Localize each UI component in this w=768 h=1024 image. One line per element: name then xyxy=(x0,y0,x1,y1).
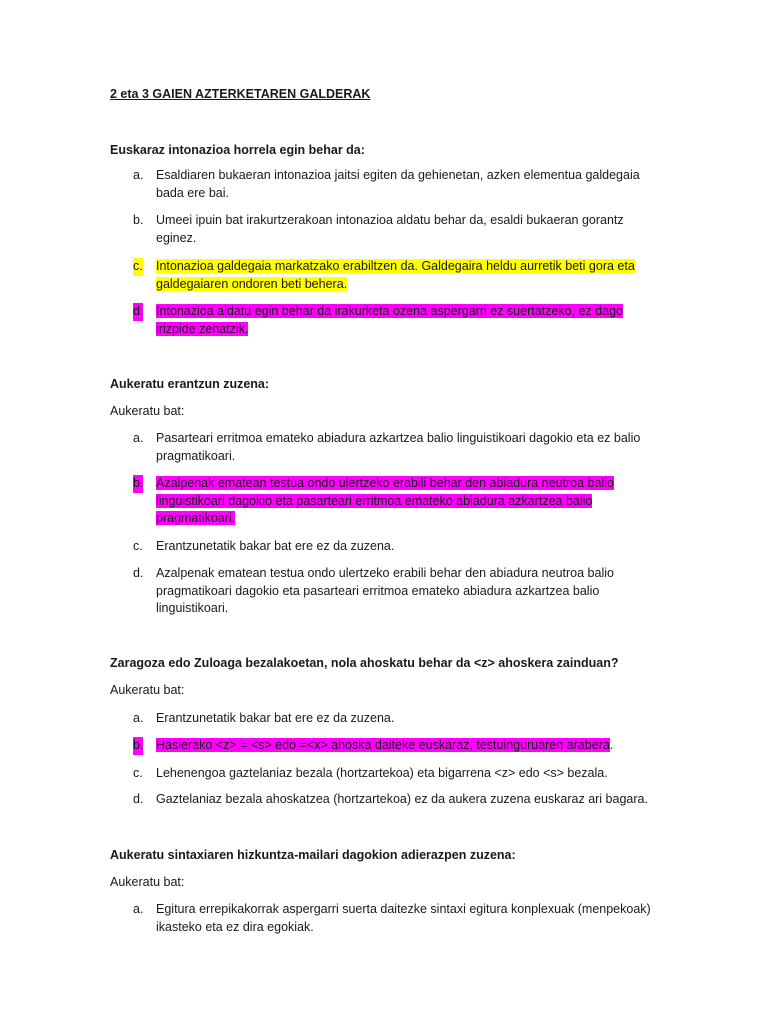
question-prompt: Aukeratu sintaxiaren hizkuntza-mailari dagokion adierazpen zuzena: xyxy=(110,848,516,862)
option-a xyxy=(133,901,658,936)
option-a xyxy=(133,430,658,465)
option-d xyxy=(133,303,658,338)
question-4 xyxy=(110,847,670,891)
option-a xyxy=(133,167,658,202)
option-letter: d. xyxy=(133,792,144,806)
option-d xyxy=(133,565,658,618)
option-text: Gaztelaniaz bezala ahoskatzea (hortzartekoa) ez da aukera zuzena euskaraz ari bagara. xyxy=(156,792,648,806)
question-instruction: Aukeratu bat: xyxy=(110,404,185,418)
option-b xyxy=(133,212,658,247)
option-text: Azalpenak ematean testua ondo ulertzeko erabili behar den abiadura neutroa balio linguistikoari dagokio eta pasarteari erritmoa emateko abiadura azkartzea balio pragmatikoari. xyxy=(156,476,614,525)
document-title: 2 eta 3 GAIEN AZTERKETAREN GALDERAK xyxy=(110,87,371,101)
option-d xyxy=(133,791,658,809)
question-1 xyxy=(110,142,670,159)
option-b xyxy=(133,737,658,755)
option-text: Umeei ipuin bat irakurtzerakoan intonazioa aldatu behar da, esaldi bukaeran gorantz eginez. xyxy=(156,213,624,245)
option-c xyxy=(133,258,658,293)
option-trailing: . xyxy=(609,738,614,752)
option-letter: b. xyxy=(133,737,143,755)
option-letter: a. xyxy=(133,711,144,725)
option-letter: c. xyxy=(133,258,143,276)
option-c xyxy=(133,765,658,783)
question-instruction: Aukeratu bat: xyxy=(110,875,185,889)
question-2 xyxy=(110,376,670,420)
option-text: Intonazioa galdegaia markatzako erabiltzen da. Galdegaira heldu aurretik beti gora eta galdegaiaren ondoren beti behera. xyxy=(156,259,635,291)
option-letter: c. xyxy=(133,766,143,780)
option-text: Azalpenak ematean testua ondo ulertzeko erabili behar den abiadura neutroa balio pragmatikoari dagokio eta pasarteari erritmoa emateko abiadura azkartzea balio linguistikoari. xyxy=(156,566,614,615)
question-prompt: Aukeratu erantzun zuzena: xyxy=(110,377,270,391)
option-letter: a. xyxy=(133,431,144,445)
option-letter: d. xyxy=(133,566,144,580)
option-letter: a. xyxy=(133,902,144,916)
option-c xyxy=(133,538,658,556)
option-text: Egitura errepikakorrak aspergarri suerta daitezke sintaxi egitura konplexuak (menpekoak) ikasteko eta ez dira egokiak. xyxy=(156,902,651,934)
option-letter: d. xyxy=(133,303,143,321)
option-text: Erantzunetatik bakar bat ere ez da zuzena. xyxy=(156,711,395,725)
question-3 xyxy=(110,655,670,699)
option-letter: b. xyxy=(133,475,143,493)
option-letter: c. xyxy=(133,539,143,553)
question-prompt: Euskaraz intonazioa horrela egin behar da: xyxy=(110,143,365,157)
question-prompt: Zaragoza edo Zuloaga bezalakoetan, nola ahoskatu behar da <z> ahoskera zainduan? xyxy=(110,656,619,670)
option-a xyxy=(133,710,658,728)
option-b xyxy=(133,475,658,528)
option-letter: b. xyxy=(133,213,144,227)
option-text: Lehenengoa gaztelaniaz bezala (hortzartekoa) eta bigarrena <z> edo <s> bezala. xyxy=(156,766,608,780)
option-text: Esaldiaren bukaeran intonazioa jaitsi egiten da gehienetan, azken elementua galdegaia bada ere bai. xyxy=(156,168,640,200)
option-text: Erantzunetatik bakar bat ere ez da zuzena. xyxy=(156,539,395,553)
option-text: Pasarteari erritmoa emateko abiadura azkartzea balio linguistikoari dagokio eta ez balio pragmatikoari. xyxy=(156,431,641,463)
option-text: Intonazioa aldatu egin behar da irakurketa ozena aspergarri ez suertatzeko, ez dago irizpide zehatzik. xyxy=(156,304,623,336)
option-text: Hasierako <z> = <s> edo =<x> ahoska daiteke euskaraz, testuinguruaren arabera xyxy=(156,738,610,752)
question-instruction: Aukeratu bat: xyxy=(110,683,185,697)
option-letter: a. xyxy=(133,168,144,182)
